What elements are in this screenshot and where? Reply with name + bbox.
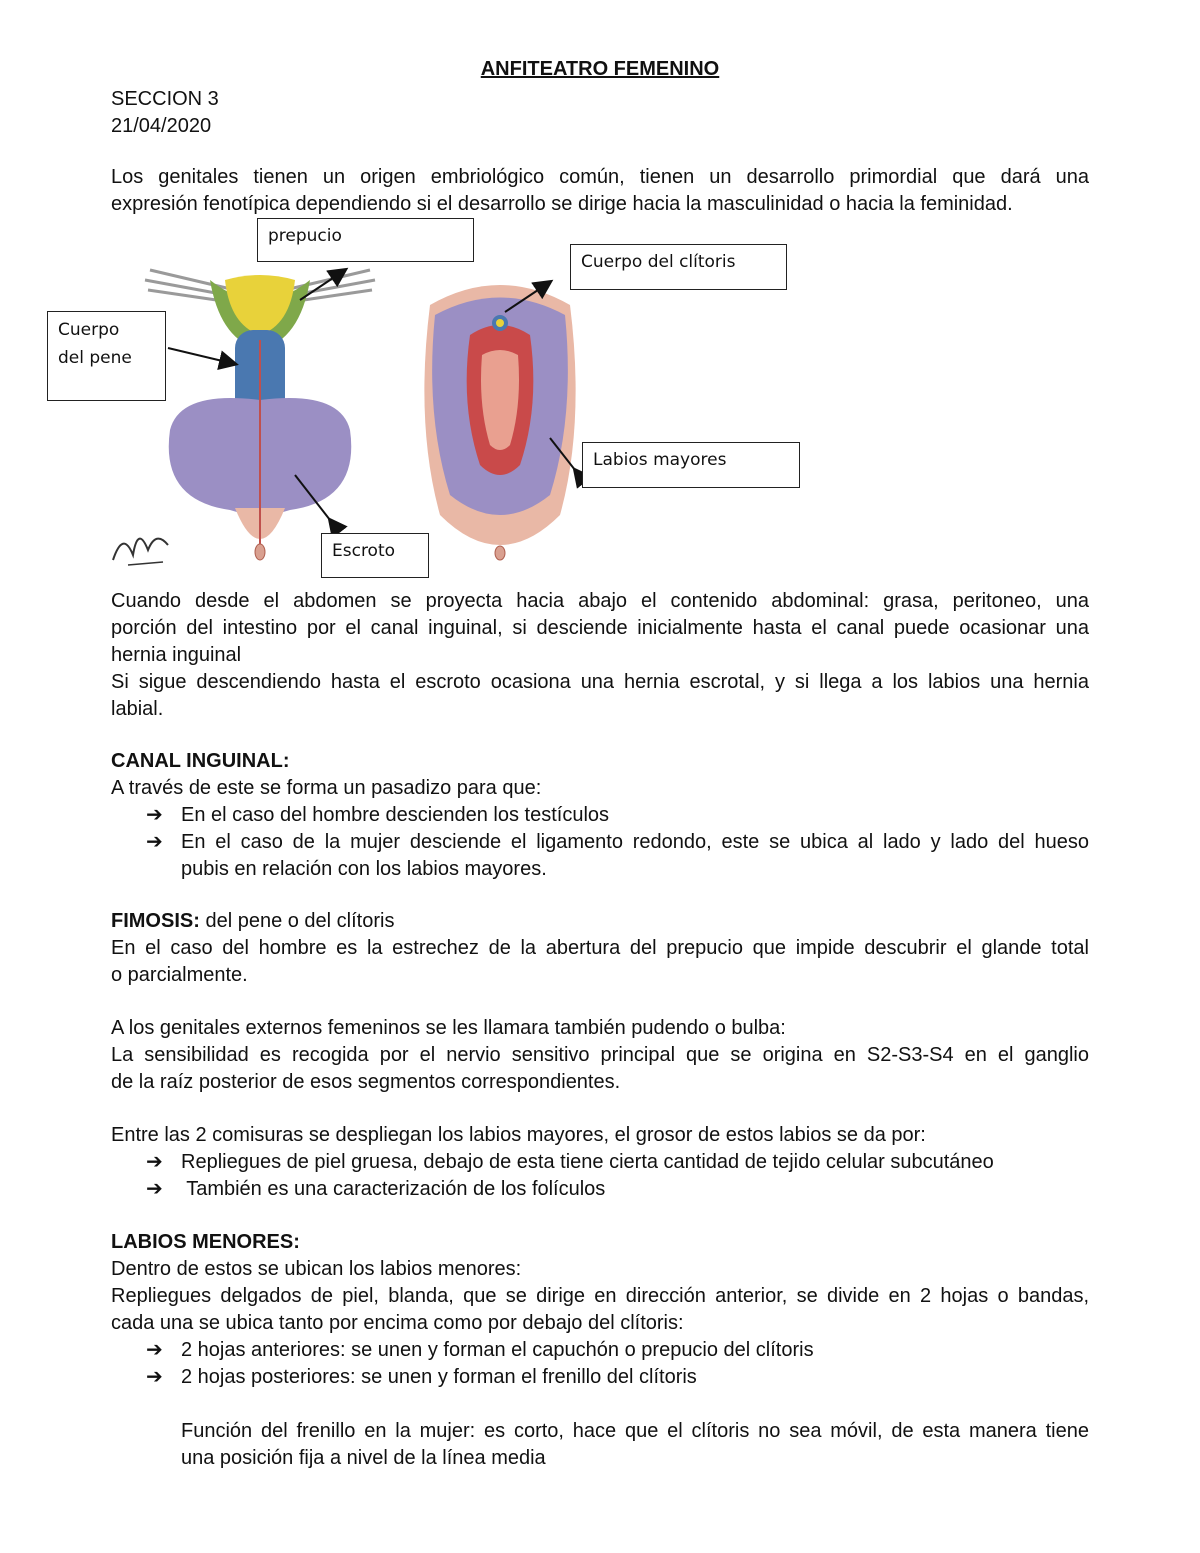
label-cuerpo-clitoris: Cuerpo del clítoris [570, 244, 787, 290]
labios-menores-heading: LABIOS MENORES: [111, 1231, 300, 1253]
intro-line-2: expresión fenotípica dependiendo si el desarrollo se dirige hacia la masculinidad o hacia la feminidad. [111, 193, 1013, 215]
arrow-bullet-icon: ➔ [146, 1339, 163, 1361]
hernia-line-2: porción del intestino por el canal inguinal, si desciende inicialmente hasta el canal puede ocasionar una [111, 617, 1089, 639]
labios-menores-line-1: Dentro de estos se ubican los labios menores: [111, 1258, 522, 1280]
comisuras-bullet-1: Repliegues de piel gruesa, debajo de esta tiene cierta cantidad de tejido celular subcutáneo [181, 1151, 994, 1173]
arrow-bullet-icon: ➔ [146, 804, 163, 826]
fimosis-heading: FIMOSIS: [111, 910, 200, 932]
fimosis-heading-rest: del pene o del clítoris [199, 910, 395, 932]
arrow-bullet-icon: ➔ [146, 831, 163, 853]
arrow-bullet-icon: ➔ [146, 1366, 163, 1388]
section-label: SECCION 3 [111, 88, 219, 110]
date-label: 21/04/2020 [111, 115, 212, 137]
arrow-bullet-icon: ➔ [146, 1151, 163, 1173]
externos-line-1: A los genitales externos femeninos se les llamara también pudendo o bulba: [111, 1017, 786, 1039]
arrow-bullet-icon: ➔ [146, 1178, 163, 1200]
intro-line-1: Los genitales tienen un origen embriológico común, tienen un desarrollo primordial que dará una [111, 166, 1089, 188]
label-prepucio: prepucio [257, 218, 474, 262]
labios-menores-line-3: cada una se ubica tanto por encima como por debajo del clítoris: [111, 1312, 684, 1334]
labios-menores-bullet-1: 2 hojas anteriores: se unen y forman el capuchón o prepucio del clítoris [181, 1339, 814, 1361]
labios-menores-line-2: Repliegues delgados de piel, blanda, que se dirige en dirección anterior, se divide en 2 hojas o bandas, [111, 1285, 1089, 1307]
labios-menores-bullet-2: 2 hojas posteriores: se unen y forman el frenillo del clítoris [181, 1366, 697, 1388]
canal-bullet-2-line-2: pubis en relación con los labios mayores. [181, 858, 547, 880]
comisuras-intro: Entre las 2 comisuras se despliegan los labios mayores, el grosor de estos labios se da por: [111, 1124, 926, 1146]
label-cuerpo-pene-line-1: Cuerpo [58, 320, 120, 340]
fimosis-line-2: o parcialmente. [111, 964, 248, 986]
document-title: ANFITEATRO FEMENINO [480, 58, 720, 80]
fimosis-line-1: En el caso del hombre es la estrechez de la abertura del prepucio que impide descubrir el glande total [111, 937, 1089, 959]
label-cuerpo-pene [47, 311, 166, 401]
externos-line-2: La sensibilidad es recogida por el nervio sensitivo principal que se origina en S2-S3-S4 en el ganglio [111, 1044, 1089, 1066]
funcion-line-2: una posición fija a nivel de la línea media [181, 1447, 546, 1469]
label-arrows [0, 0, 1200, 600]
canal-bullet-2-line-1: En el caso de la mujer desciende el ligamento redondo, este se ubica al lado y lado del hueso [181, 831, 1089, 853]
funcion-line-1: Función del frenillo en la mujer: es corto, hace que el clítoris no sea móvil, de esta manera tiene [181, 1420, 1089, 1442]
label-cuerpo-pene-line-2: del pene [58, 348, 132, 368]
hernia-line-4: Si sigue descendiendo hasta el escroto ocasiona una hernia escrotal, y si llega a los labios una hernia [111, 671, 1089, 693]
fimosis-heading-line [111, 908, 394, 935]
canal-bullet-1: En el caso del hombre descienden los testículos [181, 804, 610, 826]
label-escroto: Escroto [321, 533, 429, 578]
comisuras-bullet-2: También es una caracterización de los folículos [181, 1178, 606, 1200]
canal-intro: A través de este se forma un pasadizo para que: [111, 777, 542, 799]
hernia-line-3: hernia inguinal [111, 644, 242, 666]
label-labios-mayores: Labios mayores [582, 442, 800, 488]
externos-line-3: de la raíz posterior de esos segmentos correspondientes. [111, 1071, 621, 1093]
canal-heading: CANAL INGUINAL: [111, 750, 290, 772]
hernia-line-5: labial. [111, 698, 164, 720]
hernia-line-1: Cuando desde el abdomen se proyecta hacia abajo el contenido abdominal: grasa, peritoneo, una [111, 590, 1089, 612]
